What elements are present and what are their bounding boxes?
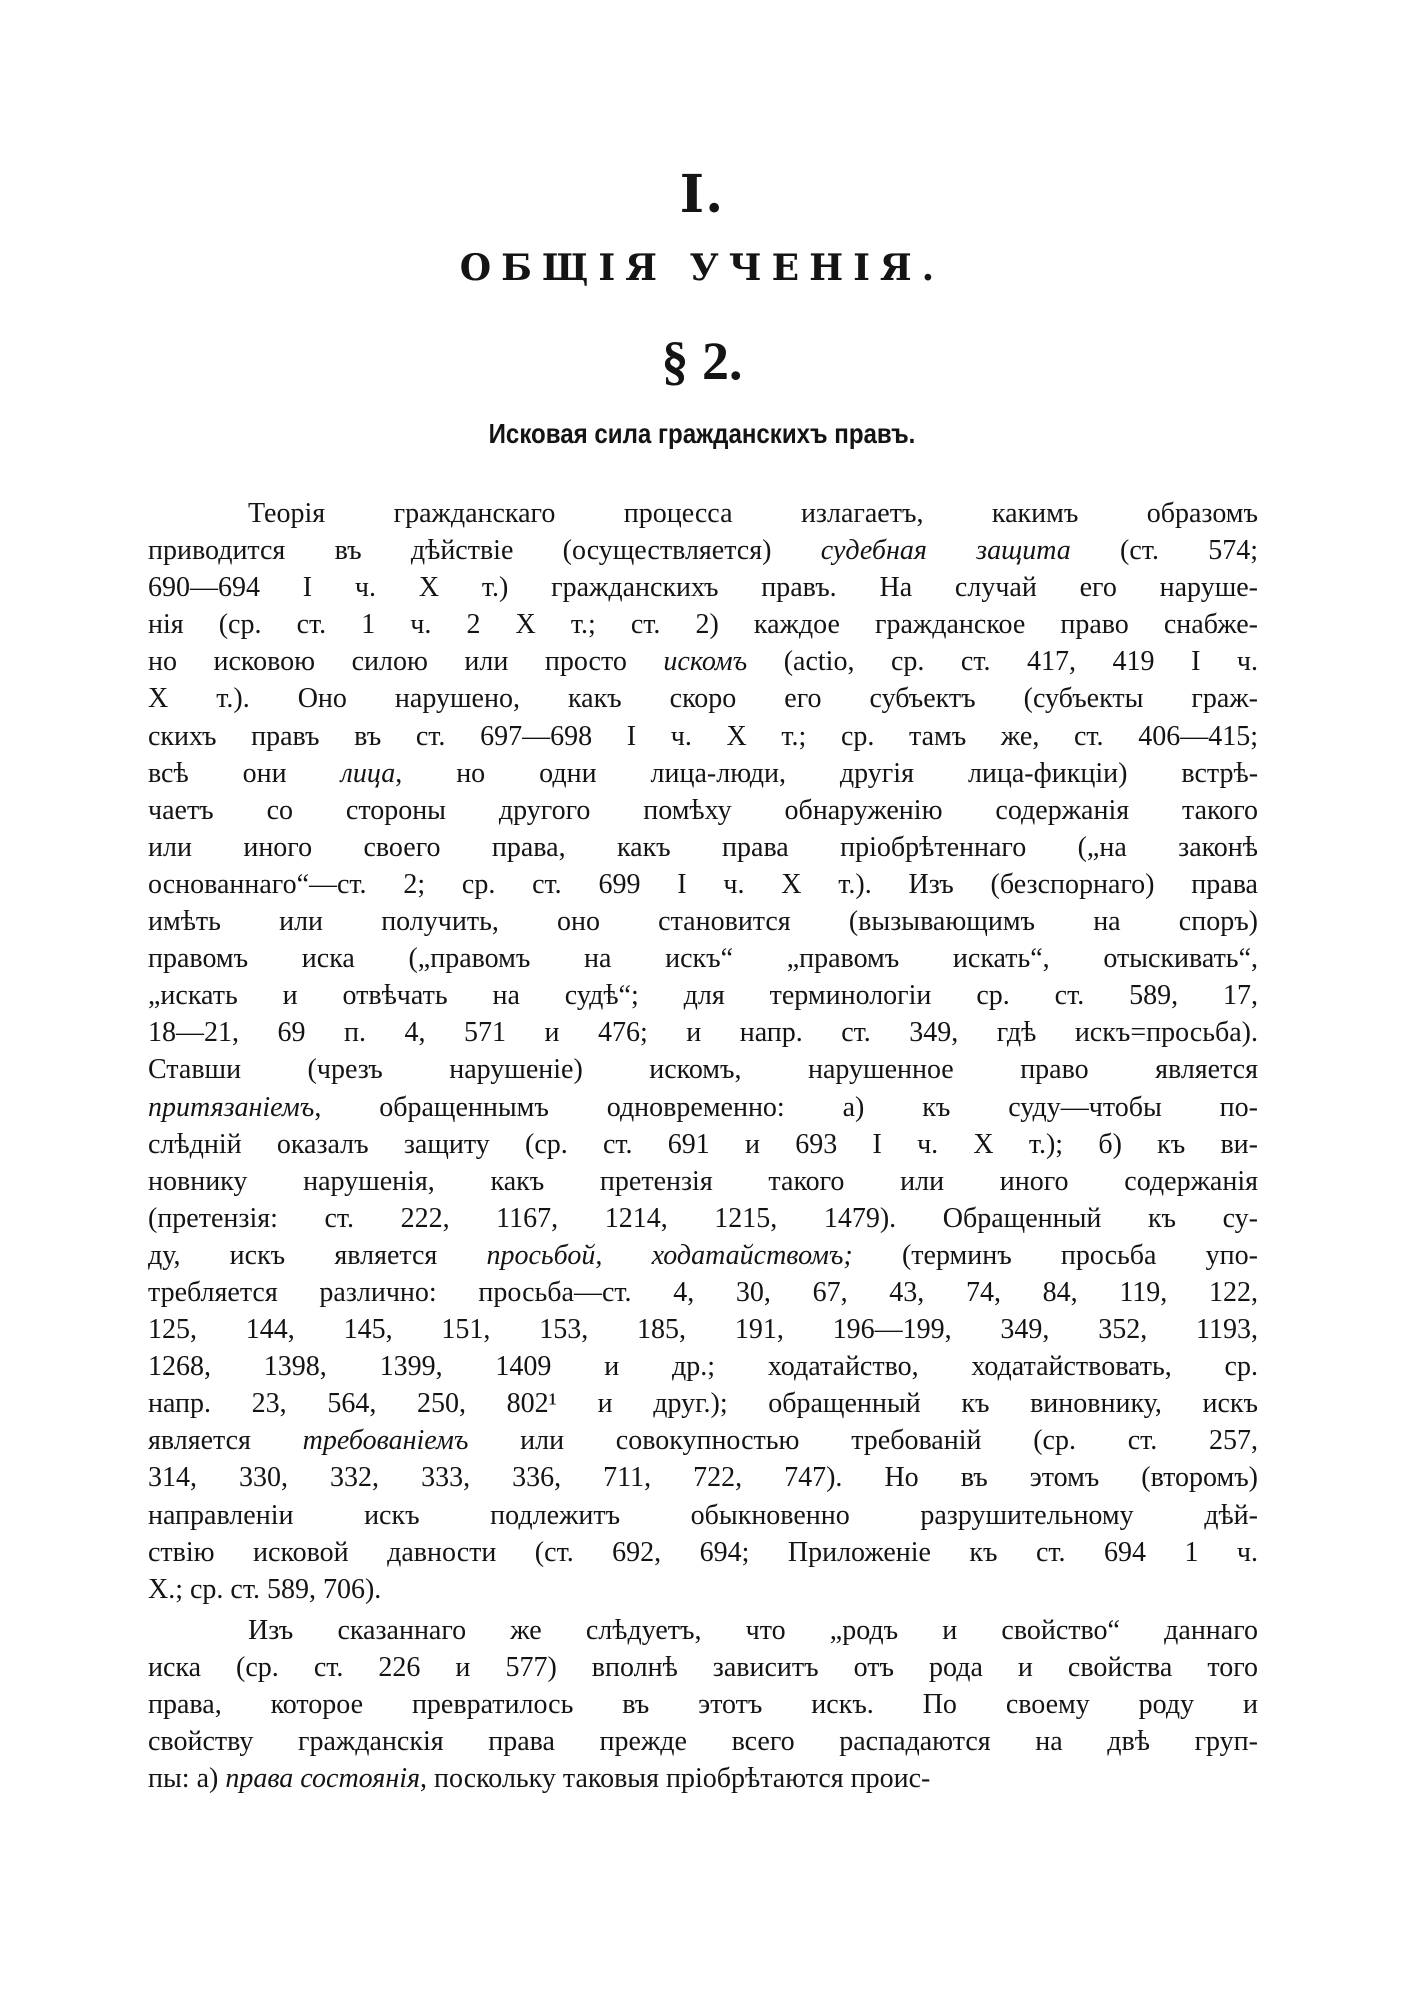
text-run: X.; ср. ст. 589, 706). (148, 1573, 382, 1605)
text-run: иска (ср. ст. 226 и 577) вполнѣ зависитъ отъ рода и свойства того (148, 1651, 1258, 1683)
text-run: , обращеннымъ одновременно: а) къ суду—чтобы по- (314, 1091, 1258, 1123)
text-line (148, 1311, 1258, 1348)
text-line (148, 1237, 1258, 1274)
text-run: или совокупностью требованій (ср. ст. 257, (468, 1425, 1258, 1457)
text-line (148, 1612, 1258, 1649)
section-number: § 2. (661, 331, 743, 391)
text-line (148, 1089, 1258, 1126)
paragraph (148, 495, 1258, 1608)
text-run: требляется различно: просьба—ст. 4, 30, 67, 43, 74, 84, 119, 122, (148, 1276, 1258, 1308)
text-line (148, 1385, 1258, 1422)
text-run: приводится въ дѣйствіе (осуществляется) (148, 535, 821, 567)
text-line (148, 606, 1258, 643)
text-run: направленіи искъ подлежитъ обыкновенно разрушительному дѣй- (148, 1499, 1258, 1531)
text-run: права, которое превратилось въ этотъ искъ. По своему роду и (148, 1689, 1258, 1720)
text-run: ду, искъ является (148, 1239, 487, 1271)
text-run: X т.). Оно нарушено, какъ скоро его субъектъ (субъекты граж- (148, 683, 1258, 715)
text-run: 1268, 1398, 1399, 1409 и др.; ходатайство, ходатайствовать, ср. (148, 1351, 1258, 1383)
emphasized-term: судебная защита (820, 535, 1071, 567)
paragraph (148, 1612, 1258, 1797)
emphasized-term: просьбой, ходатайствомъ; (486, 1239, 853, 1271)
text-line (148, 1534, 1258, 1571)
text-line (148, 495, 1258, 532)
text-line (148, 1649, 1258, 1686)
text-line (148, 977, 1258, 1014)
text-line (148, 1571, 1258, 1608)
text-line (148, 1051, 1258, 1088)
text-run: ствію исковой давности (ст. 692, 694; Приложеніе къ ст. 694 1 ч. (148, 1536, 1258, 1568)
text-run: 125, 144, 145, 151, 153, 185, 191, 196—199, 349, 352, 1193, (148, 1314, 1258, 1346)
text-run: (терминъ просьба упо- (852, 1239, 1258, 1271)
text-line (148, 1014, 1258, 1051)
emphasized-term: притязаніемъ (148, 1091, 315, 1123)
text-run: (actio, ср. ст. 417, 419 I ч. (747, 646, 1259, 678)
text-run: или иного своего права, какъ права пріобрѣтеннаго („на законѣ (148, 831, 1258, 863)
text-line (148, 1348, 1258, 1385)
text-line (148, 792, 1258, 829)
text-run: скихъ правъ въ ст. 697—698 I ч. X т.; ср. тамъ же, ст. 406—415; (148, 720, 1258, 752)
text-line (148, 903, 1258, 940)
text-run: пы: а) (148, 1763, 226, 1795)
text-run: 18—21, 69 п. 4, 571 и 476; и напр. ст. 349, гдѣ искъ=просьба). (148, 1017, 1258, 1049)
text-line (148, 532, 1258, 569)
text-run: основаннаго“—ст. 2; ср. ст. 699 I ч. X т.). Изъ (безспорнаго) права (148, 868, 1258, 900)
text-line (148, 1200, 1258, 1237)
text-line (148, 680, 1258, 717)
emphasized-term: лица (340, 757, 396, 789)
text-line (148, 1163, 1258, 1200)
text-run: Изъ сказаннаго же слѣдуетъ, что „родъ и свойство“ даннаго (248, 1614, 1258, 1646)
text-run: имѣть или получить, оно становится (вызывающимъ на споръ) (148, 906, 1258, 938)
text-line (148, 1760, 1258, 1797)
text-run: , поскольку таковыя пріобрѣтаются проис- (420, 1763, 931, 1795)
text-line (148, 718, 1258, 755)
emphasized-term: искомъ (663, 646, 748, 678)
text-line (148, 1497, 1258, 1534)
text-run: напр. 23, 564, 250, 802¹ и друг.); обращенный къ виновнику, искъ (148, 1388, 1258, 1420)
text-line (148, 1686, 1258, 1723)
text-run: правомъ иска („правомъ на искъ“ „правомъ искать“, отыскивать“, (148, 943, 1258, 975)
text-line (148, 569, 1258, 606)
text-run: является (148, 1425, 303, 1457)
text-run: 314, 330, 332, 333, 336, 711, 722, 747). Но въ этомъ (второмъ) (148, 1462, 1258, 1494)
emphasized-term: права состоянія (225, 1763, 421, 1795)
text-run: новнику нарушенія, какъ претензія такого или иного содержанія (148, 1165, 1258, 1197)
text-line (148, 1126, 1258, 1163)
section-title: Исковая сила гражданскихъ правъ. (488, 418, 916, 449)
text-run: свойству гражданскія права прежде всего распадаются на двѣ груп- (148, 1726, 1258, 1758)
text-line (148, 643, 1258, 680)
text-run: Теорія гражданскаго процесса излагаетъ, какимъ образомъ (248, 498, 1258, 529)
text-line (148, 829, 1258, 866)
text-line (148, 866, 1258, 903)
text-run: Ставши (чрезъ нарушеніе) искомъ, нарушенное право является (148, 1054, 1258, 1086)
text-line (148, 940, 1258, 977)
text-run: чаетъ со стороны другого помѣху обнаруженію содержанія такого (148, 794, 1258, 826)
text-run: (претензія: ст. 222, 1167, 1214, 1215, 1479). Обращенный къ су- (148, 1202, 1258, 1234)
text-run: всѣ они (148, 757, 341, 789)
text-line (148, 755, 1258, 792)
text-run: 690—694 I ч. X т.) гражданскихъ правъ. На случай его наруше- (148, 572, 1258, 604)
text-run: „искать и отвѣчать на судѣ“; для терминологіи ср. ст. 589, 17, (148, 980, 1258, 1012)
text-run: , но одни лица-люди, другія лица-фикціи) встрѣ- (395, 757, 1259, 789)
text-run: слѣдній оказалъ защиту (ср. ст. 691 и 693 I ч. X т.); б) къ ви- (148, 1128, 1258, 1160)
body-text (148, 495, 1258, 1797)
text-line (148, 1422, 1258, 1459)
emphasized-term: требованіемъ (302, 1425, 469, 1457)
text-run: (ст. 574; (1070, 535, 1259, 567)
text-run: нія (ср. ст. 1 ч. 2 X т.; ст. 2) каждое гражданское право снабже- (148, 609, 1258, 641)
text-line (148, 1459, 1258, 1496)
text-run: но исковою силою или просто (148, 646, 664, 678)
chapter-numeral: I. (679, 164, 725, 225)
text-line (148, 1723, 1258, 1760)
text-line (148, 1274, 1258, 1311)
chapter-title: ОБЩІЯ УЧЕНІЯ. (459, 247, 945, 289)
